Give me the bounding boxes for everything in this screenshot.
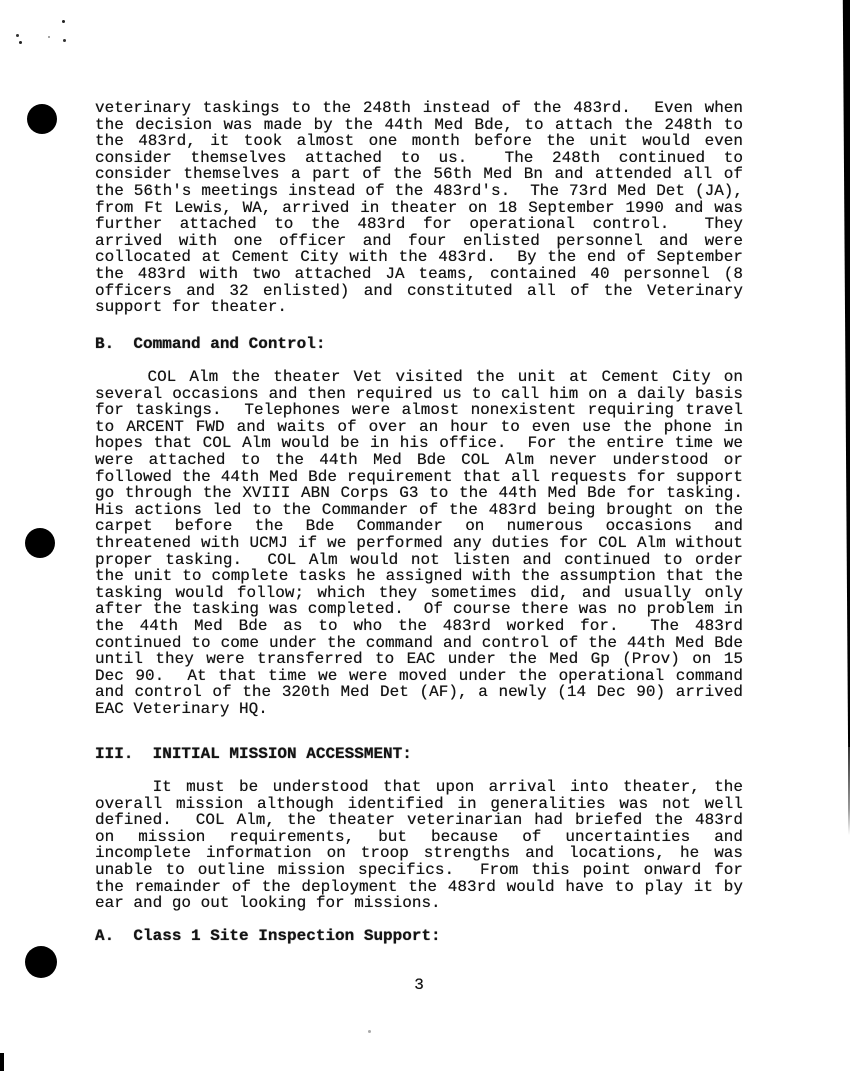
page-number: 3 — [414, 976, 424, 994]
hole-punch-mark — [25, 528, 55, 558]
noise-speck — [368, 1030, 371, 1033]
noise-speck — [48, 36, 50, 38]
text-line: support for theater. — [95, 298, 288, 317]
text-line: were attached to the 44th Med Bde COL Alm never understood or — [95, 450, 743, 469]
paragraph — [95, 779, 743, 912]
noise-speck — [63, 39, 66, 42]
text-line: to ARCENT FWD and waits of over an hour to even use the phone in — [95, 417, 743, 436]
text-line: the 483rd, it took almost one month before the unit would even — [95, 132, 743, 151]
hole-punch-mark — [27, 104, 57, 134]
text-line: consider themselves a part of the 56th Med Bn and attended all of — [95, 165, 743, 184]
section-heading: A. Class 1 Site Inspection Support: — [95, 927, 441, 945]
text-line: and control of the 320th Med Det (AF), a newly (14 Dec 90) arrived — [95, 683, 743, 702]
noise-speck — [62, 20, 65, 23]
text-line: incomplete information on troop strengths and locations, he was — [95, 844, 743, 863]
noise-speck — [16, 34, 19, 37]
text-line: consider themselves attached to us. The 248th continued to — [95, 148, 743, 167]
text-line: the 44th Med Bde as to who the 483rd worked for. The 483rd — [95, 616, 743, 635]
text-line: COL Alm the theater Vet visited the unit at Cement City on — [95, 368, 744, 386]
text-line: arrived with one officer and four enlisted personnel and were — [95, 231, 743, 250]
text-line: the 56th's meetings instead of the 483rd's. The 73rd Med Det (JA), — [95, 181, 743, 200]
text-line: EAC Veterinary HQ. — [95, 699, 268, 718]
text-line: threatened with UCMJ if we performed any duties for COL Alm without — [95, 533, 743, 552]
text-line: overall mission although identified in generalities was not well — [95, 794, 743, 813]
text-line: continued to come under the command and control of the 44th Med Bde — [95, 633, 743, 652]
text-line: the remainder of the deployment the 483rd would have to play it by — [95, 877, 743, 896]
section-heading: III. INITIAL MISSION ACCESSMENT: — [95, 745, 412, 763]
text-line: from Ft Lewis, WA, arrived in theater on 18 September 1990 and was — [95, 198, 743, 217]
text-line: defined. COL Alm, the theater veterinarian had briefed the 483rd — [95, 811, 743, 830]
text-line: ear and go out looking for missions. — [95, 894, 441, 913]
text-line: the unit to complete tasks he assigned with the assumption that the — [95, 567, 743, 586]
text-line: further attached to the 483rd for operational control. They — [95, 215, 743, 234]
section-heading: B. Command and Control: — [95, 335, 326, 353]
paragraph — [95, 369, 743, 717]
text-line: veterinary taskings to the 248th instead of the 483rd. Even when — [95, 99, 743, 117]
noise-speck — [19, 41, 22, 44]
text-line: followed the 44th Med Bde requirement that all requests for support — [95, 467, 743, 486]
text-line: several occasions and then required us to call him on a daily basis — [95, 384, 743, 403]
text-line: carpet before the Bde Commander on numerous occasions and — [95, 517, 743, 536]
text-line: until they were transferred to EAC under the Med Gp (Prov) on 15 — [95, 650, 743, 669]
text-line: unable to outline mission specifics. From this point onward for — [95, 860, 743, 879]
text-line: proper tasking. COL Alm would not listen and continued to order — [95, 550, 743, 569]
text-line: after the tasking was completed. Of course there was no problem in — [95, 600, 743, 619]
text-line: tasking would follow; which they sometimes did, and usually only — [95, 583, 743, 602]
text-line: Dec 90. At that time we were moved under the operational command — [95, 666, 743, 685]
text-line: on mission requirements, but because of uncertainties and — [95, 827, 743, 846]
scan-edge-bar — [842, 0, 850, 747]
paragraph — [95, 100, 743, 316]
text-line: for taskings. Telephones were almost nonexistent requiring travel — [95, 401, 743, 420]
text-line: the decision was made by the 44th Med Bde, to attach the 248th to — [95, 115, 743, 134]
text-line: collocated at Cement City with the 483rd. By the end of September — [95, 248, 743, 267]
text-line: officers and 32 enlisted) and constituted all of the Veterinary — [95, 281, 743, 300]
scan-corner-mark — [0, 1053, 4, 1071]
text-line: the 483rd with two attached JA teams, contained 40 personnel (8 — [95, 264, 743, 283]
text-line: hopes that COL Alm would be in his office. For the entire time we — [95, 434, 743, 453]
text-line: It must be understood that upon arrival into theater, the — [95, 778, 743, 796]
hole-punch-mark — [25, 946, 57, 978]
text-line: go through the XVIII ABN Corps G3 to the 44th Med Bde for tasking. — [95, 484, 743, 503]
text-line: His actions led to the Commander of the 483rd being brought on the — [95, 500, 743, 519]
